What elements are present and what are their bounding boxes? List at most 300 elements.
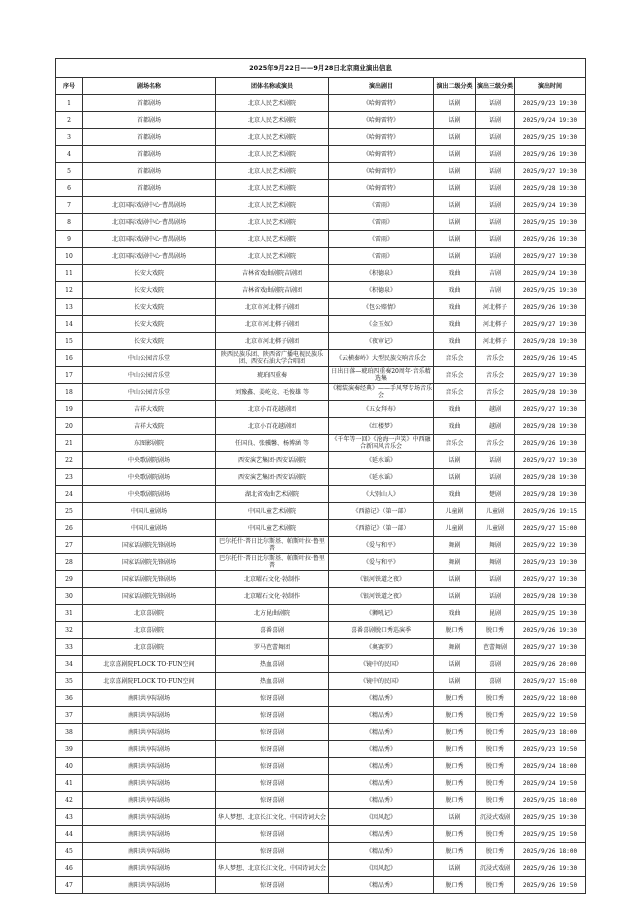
cell-program: 《精品秀》 <box>329 724 434 741</box>
table-row <box>56 129 586 146</box>
cell-no: 4 <box>56 146 83 163</box>
cell-venue: 首都剧场 <box>83 95 216 112</box>
cell-time: 2025/9/27 19:30 <box>515 248 586 265</box>
cell-time: 2025/9/26 19:30 <box>515 299 586 316</box>
cell-cat2: 舞剧 <box>434 639 476 656</box>
cell-cat3: 沉浸式戏剧 <box>476 809 515 826</box>
cell-time: 2025/9/27 19:30 <box>515 316 586 333</box>
cell-time: 2025/9/25 19:30 <box>515 605 586 622</box>
table-row <box>56 554 586 571</box>
cell-cat2: 脱口秀 <box>434 622 476 639</box>
cell-program: 《精装演奏经典》——手风琴专场音乐会 <box>330 385 433 399</box>
cell-venue: 首都剧场 <box>83 146 216 163</box>
cell-venue: 北京喜剧院 <box>83 622 216 639</box>
cell-time: 2025/9/27 15:00 <box>515 673 586 690</box>
cell-troupe: 惊讶喜剧 <box>216 792 329 809</box>
cell-cat3: 吉剧 <box>476 265 515 282</box>
table-row <box>56 95 586 112</box>
table-body <box>56 95 586 894</box>
cell-program: 《哈姆雷特》 <box>329 112 434 129</box>
title-row <box>56 59 586 78</box>
cell-no: 30 <box>56 588 83 605</box>
cell-program: 《哈姆雷特》 <box>329 180 434 197</box>
cell-cat3: 脱口秀 <box>476 690 515 707</box>
cell-troupe: 北京人民艺术剧院 <box>216 95 329 112</box>
cell-cat2: 话剧 <box>434 469 476 486</box>
cell-program: 《哈姆雷特》 <box>329 163 434 180</box>
table-row <box>56 418 586 435</box>
cell-no: 1 <box>56 95 83 112</box>
cell-cat2: 话剧 <box>434 656 476 673</box>
cell-troupe: 北京市河北梆子剧团 <box>216 316 329 333</box>
cell-cat2: 音乐会 <box>434 384 476 401</box>
cell-no: 39 <box>56 741 83 758</box>
cell-troupe: 琥珀四重奏 <box>216 367 329 384</box>
table-row <box>56 673 586 690</box>
cell-no: 40 <box>56 758 83 775</box>
table-row <box>56 826 586 843</box>
cell-cat2: 脱口秀 <box>434 707 476 724</box>
cell-no: 24 <box>56 486 83 503</box>
cell-cat3: 脱口秀 <box>476 724 515 741</box>
cell-cat2: 戏曲 <box>434 486 476 503</box>
cell-time: 2025/9/23 18:00 <box>515 724 586 741</box>
cell-no: 47 <box>56 877 83 894</box>
cell-program: 《延水谣》 <box>329 452 434 469</box>
cell-time: 2025/9/27 15:00 <box>515 520 586 537</box>
cell-no: 13 <box>56 299 83 316</box>
cell-venue: 北京国际戏剧中心·曹禺剧场 <box>83 214 216 231</box>
table-row <box>56 401 586 418</box>
cell-venue: 长安大戏院 <box>83 282 216 299</box>
cell-cat2: 话剧 <box>434 673 476 690</box>
cell-no: 18 <box>56 384 83 401</box>
cell-cat2: 脱口秀 <box>434 877 476 894</box>
cell-no: 5 <box>56 163 83 180</box>
cell-cat3: 越剧 <box>476 418 515 435</box>
cell-cat3: 河北梆子 <box>476 333 515 350</box>
table-row <box>56 707 586 724</box>
cell-time: 2025/9/28 19:30 <box>515 588 586 605</box>
cell-program: 《云横秦岭》大型民族交响音乐会 <box>329 350 434 367</box>
cell-time: 2025/9/25 19:30 <box>515 282 586 299</box>
cell-no: 12 <box>56 282 83 299</box>
cell-no: 25 <box>56 503 83 520</box>
cell-venue: 中山公园音乐堂 <box>83 367 216 384</box>
cell-cat3: 吉剧 <box>476 282 515 299</box>
cell-troupe: 惊讶喜剧 <box>216 724 329 741</box>
table-row <box>56 503 586 520</box>
cell-cat3: 脱口秀 <box>476 792 515 809</box>
cell-cat2: 脱口秀 <box>434 724 476 741</box>
cell-program: 《因风起》 <box>329 809 434 826</box>
cell-cat2: 戏曲 <box>434 333 476 350</box>
cell-venue: 首都剧场 <box>83 163 216 180</box>
cell-cat2: 话剧 <box>434 129 476 146</box>
cell-venue: 长安大戏院 <box>83 333 216 350</box>
cell-venue: 北京国际戏剧中心·曹禺剧场 <box>83 197 216 214</box>
cell-program: 《哈姆雷特》 <box>329 146 434 163</box>
cell-venue: 南阳共享际剧场 <box>83 826 216 843</box>
cell-time: 2025/9/23 19:30 <box>515 95 586 112</box>
cell-no: 3 <box>56 129 83 146</box>
cell-no: 9 <box>56 231 83 248</box>
cell-venue: 首都剧场 <box>83 112 216 129</box>
cell-venue: 北京国际戏剧中心·曹禺剧场 <box>83 231 216 248</box>
cell-cat2: 话剧 <box>434 571 476 588</box>
table-row <box>56 809 586 826</box>
cell-cat3: 脱口秀 <box>476 758 515 775</box>
cell-venue: 北京国际戏剧中心·曹禺剧场 <box>83 248 216 265</box>
cell-venue: 南阳共享际剧场 <box>83 741 216 758</box>
cell-troupe: 陕西民族乐团、陕西省广播电视民族乐团、西安石油大学合唱团 <box>216 350 329 367</box>
cell-cat2: 儿童剧 <box>434 520 476 537</box>
cell-time: 2025/9/25 18:00 <box>515 792 586 809</box>
cell-time: 2025/9/28 19:30 <box>515 486 586 503</box>
table-row <box>56 792 586 809</box>
cell-no: 34 <box>56 656 83 673</box>
cell-troupe: 惊讶喜剧 <box>216 775 329 792</box>
cell-cat2: 戏曲 <box>434 605 476 622</box>
cell-program: 《哈姆雷特》 <box>329 95 434 112</box>
table-row <box>56 690 586 707</box>
table-row <box>56 724 586 741</box>
cell-venue: 南阳共享际剧场 <box>83 758 216 775</box>
cell-venue: 中国儿童剧场 <box>83 503 216 520</box>
cell-venue: 南阳共享际剧场 <box>83 724 216 741</box>
table-row <box>56 316 586 333</box>
cell-no: 42 <box>56 792 83 809</box>
cell-cat3: 话剧 <box>476 163 515 180</box>
cell-venue: 北京喜剧院FLOCK TO·FUN空间 <box>83 673 216 690</box>
cell-cat2: 脱口秀 <box>434 690 476 707</box>
table-row <box>56 282 586 299</box>
cell-cat3: 话剧 <box>476 452 515 469</box>
header-program: 演出剧目 <box>329 78 434 95</box>
cell-time: 2025/9/27 19:30 <box>515 639 586 656</box>
cell-cat3: 河北梆子 <box>476 316 515 333</box>
cell-program: 《延水谣》 <box>329 469 434 486</box>
cell-cat3: 沉浸式戏剧 <box>476 860 515 877</box>
cell-program: 《精品秀》 <box>329 690 434 707</box>
cell-venue: 中央歌剧院剧场 <box>83 486 216 503</box>
cell-cat2: 话剧 <box>434 146 476 163</box>
table-row <box>56 486 586 503</box>
cell-troupe: 北京人民艺术剧院 <box>216 163 329 180</box>
table-row <box>56 146 586 163</box>
table-row <box>56 843 586 860</box>
cell-time: 2025/9/24 19:30 <box>515 197 586 214</box>
cell-program: 《银河铁道之夜》 <box>329 571 434 588</box>
cell-no: 35 <box>56 673 83 690</box>
cell-time: 2025/9/25 19:30 <box>515 214 586 231</box>
cell-venue: 南阳共享际剧场 <box>83 775 216 792</box>
cell-venue: 中国儿童剧场 <box>83 520 216 537</box>
cell-troupe: 北京人民艺术剧院 <box>216 180 329 197</box>
cell-troupe: 湖北省戏曲艺术剧院 <box>216 486 329 503</box>
cell-program: 《积德泉》 <box>329 265 434 282</box>
cell-cat3: 音乐会 <box>476 367 515 384</box>
cell-cat2: 话剧 <box>434 452 476 469</box>
cell-cat3: 话剧 <box>476 197 515 214</box>
cell-cat3: 脱口秀 <box>476 741 515 758</box>
cell-cat2: 舞剧 <box>434 554 476 571</box>
cell-troupe: 北京人民艺术剧院 <box>216 197 329 214</box>
cell-time: 2025/9/24 19:30 <box>515 112 586 129</box>
table-row <box>56 350 586 367</box>
cell-no: 11 <box>56 265 83 282</box>
cell-no: 31 <box>56 605 83 622</box>
cell-no: 2 <box>56 112 83 129</box>
table-row <box>56 537 586 554</box>
cell-venue: 长安大戏院 <box>83 299 216 316</box>
cell-program: 《哈姆雷特》 <box>329 129 434 146</box>
cell-no: 33 <box>56 639 83 656</box>
cell-troupe: 惊讶喜剧 <box>216 741 329 758</box>
table-row <box>56 469 586 486</box>
cell-venue: 首都剧场 <box>83 129 216 146</box>
cell-time: 2025/9/28 19:30 <box>515 469 586 486</box>
cell-time: 2025/9/28 19:30 <box>515 333 586 350</box>
cell-cat3: 脱口秀 <box>476 877 515 894</box>
cell-cat2: 音乐会 <box>434 350 476 367</box>
cell-cat3: 舞剧 <box>476 537 515 554</box>
cell-program: 《雷雨》 <box>329 248 434 265</box>
cell-venue: 国家话剧院先锋剧场 <box>83 588 216 605</box>
cell-time: 2025/9/22 19:50 <box>515 707 586 724</box>
cell-time: 2025/9/23 19:50 <box>515 741 586 758</box>
cell-troupe: 北京人民艺术剧院 <box>216 231 329 248</box>
cell-no: 14 <box>56 316 83 333</box>
cell-no: 16 <box>56 350 83 367</box>
cell-troupe: 北京曜石文化·勃制作 <box>216 588 329 605</box>
header-no: 序号 <box>56 78 83 95</box>
cell-no: 21 <box>56 435 83 452</box>
table-row <box>56 231 586 248</box>
cell-no: 23 <box>56 469 83 486</box>
cell-cat3: 喜剧 <box>476 656 515 673</box>
cell-cat2: 音乐会 <box>434 367 476 384</box>
table-row <box>56 384 586 401</box>
table-row <box>56 571 586 588</box>
cell-program: 《金玉奴》 <box>329 316 434 333</box>
cell-troupe: 吉林省戏曲剧院吉剧团 <box>216 282 329 299</box>
cell-troupe: 华人梦想、北京长江文化、中国诗词大会 <box>216 809 329 826</box>
table-row <box>56 248 586 265</box>
cell-cat3: 脱口秀 <box>476 826 515 843</box>
cell-cat3: 话剧 <box>476 180 515 197</box>
cell-program: 《精品秀》 <box>329 758 434 775</box>
cell-program: 《精品秀》 <box>329 792 434 809</box>
cell-cat2: 话剧 <box>434 809 476 826</box>
cell-venue: 北京喜剧院FLOCK TO·FUN空间 <box>83 656 216 673</box>
cell-cat3: 话剧 <box>476 146 515 163</box>
table-row <box>56 180 586 197</box>
cell-cat3: 话剧 <box>476 231 515 248</box>
table-row <box>56 265 586 282</box>
table-row <box>56 333 586 350</box>
cell-cat3: 脱口秀 <box>476 707 515 724</box>
cell-program: 《爱与和平》 <box>329 554 434 571</box>
table-row <box>56 588 586 605</box>
header-time: 演出时间 <box>515 78 586 95</box>
table-row <box>56 877 586 894</box>
cell-program: 《大别山人》 <box>329 486 434 503</box>
cell-no: 20 <box>56 418 83 435</box>
cell-troupe: 喜番喜剧 <box>216 622 329 639</box>
cell-time: 2025/9/27 19:30 <box>515 163 586 180</box>
table-row <box>56 112 586 129</box>
cell-time: 2025/9/28 19:30 <box>515 384 586 401</box>
cell-time: 2025/9/26 19:30 <box>515 860 586 877</box>
cell-program: 《精品秀》 <box>329 826 434 843</box>
cell-cat3: 话剧 <box>476 469 515 486</box>
cell-program: 《狮吼记》 <box>329 605 434 622</box>
cell-troupe: 中国儿童艺术剧院 <box>216 503 329 520</box>
cell-program: 《精品秀》 <box>329 877 434 894</box>
cell-troupe: 任国良、张骥馨、杨博涵 等 <box>216 435 329 452</box>
cell-venue: 中山公园音乐堂 <box>83 350 216 367</box>
cell-no: 32 <box>56 622 83 639</box>
table-row <box>56 775 586 792</box>
cell-program: 《红楼梦》 <box>329 418 434 435</box>
cell-no: 28 <box>56 554 83 571</box>
cell-cat3: 昆剧 <box>476 605 515 622</box>
cell-time: 2025/9/26 19:45 <box>515 350 586 367</box>
cell-venue: 南阳共享际剧场 <box>83 792 216 809</box>
cell-time: 2025/9/23 19:30 <box>515 554 586 571</box>
table-row <box>56 622 586 639</box>
cell-cat2: 话剧 <box>434 197 476 214</box>
cell-program: 《西游记》（第一部） <box>329 503 434 520</box>
cell-time: 2025/9/26 20:00 <box>515 656 586 673</box>
cell-no: 43 <box>56 809 83 826</box>
cell-cat3: 越剧 <box>476 401 515 418</box>
table-row <box>56 639 586 656</box>
cell-troupe: 北京人民艺术剧院 <box>216 248 329 265</box>
cell-cat3: 话剧 <box>476 571 515 588</box>
cell-troupe: 巴尔托什·普日比尔斯基、帕斯叶拉·鲁里普 <box>216 537 329 554</box>
cell-time: 2025/9/27 19:30 <box>515 571 586 588</box>
cell-venue: 中央歌剧院剧场 <box>83 469 216 486</box>
header-category-2: 演出二级分类 <box>434 78 476 95</box>
cell-troupe: 北京小百花越剧团 <box>216 401 329 418</box>
cell-cat3: 舞剧 <box>476 554 515 571</box>
cell-time: 2025/9/27 19:30 <box>515 367 586 384</box>
cell-cat2: 话剧 <box>434 112 476 129</box>
table-row <box>56 163 586 180</box>
cell-troupe: 北京市河北梆子剧团 <box>216 333 329 350</box>
cell-cat3: 音乐会 <box>476 435 515 452</box>
table-row <box>56 452 586 469</box>
cell-program: 《雷雨》 <box>329 197 434 214</box>
cell-time: 2025/9/27 19:30 <box>515 452 586 469</box>
cell-cat3: 话剧 <box>476 129 515 146</box>
cell-venue: 南阳共享际剧场 <box>83 809 216 826</box>
cell-venue: 长安大戏院 <box>83 265 216 282</box>
cell-no: 7 <box>56 197 83 214</box>
header-troupe: 团体名称或演员 <box>216 78 329 95</box>
table-row <box>56 520 586 537</box>
table-row <box>56 656 586 673</box>
cell-troupe: 惊讶喜剧 <box>216 843 329 860</box>
cell-time: 2025/9/26 19:30 <box>515 435 586 452</box>
cell-troupe: 吉林省戏曲剧院吉剧团 <box>216 265 329 282</box>
cell-no: 6 <box>56 180 83 197</box>
cell-cat2: 话剧 <box>434 214 476 231</box>
cell-venue: 南阳共享际剧场 <box>83 877 216 894</box>
table-row <box>56 605 586 622</box>
cell-cat3: 楚剧 <box>476 486 515 503</box>
cell-venue: 吉祥大戏院 <box>83 401 216 418</box>
cell-venue: 国家话剧院先锋剧场 <box>83 537 216 554</box>
table-row <box>56 299 586 316</box>
cell-cat2: 戏曲 <box>434 265 476 282</box>
cell-cat2: 脱口秀 <box>434 792 476 809</box>
cell-cat3: 音乐会 <box>476 350 515 367</box>
cell-troupe: 北京人民艺术剧院 <box>216 112 329 129</box>
cell-troupe: 北京人民艺术剧院 <box>216 214 329 231</box>
cell-time: 2025/9/22 19:30 <box>515 537 586 554</box>
cell-time: 2025/9/22 18:00 <box>515 690 586 707</box>
cell-cat3: 话剧 <box>476 112 515 129</box>
cell-cat2: 戏曲 <box>434 401 476 418</box>
cell-cat2: 脱口秀 <box>434 775 476 792</box>
cell-troupe: 中国儿童艺术剧院 <box>216 520 329 537</box>
cell-no: 19 <box>56 401 83 418</box>
cell-venue: 长安大戏院 <box>83 316 216 333</box>
cell-no: 38 <box>56 724 83 741</box>
cell-troupe: 罗马芭蕾舞团 <box>216 639 329 656</box>
cell-troupe: 北京人民艺术剧院 <box>216 129 329 146</box>
cell-no: 15 <box>56 333 83 350</box>
cell-cat2: 脱口秀 <box>434 826 476 843</box>
header-row <box>56 78 586 95</box>
cell-time: 2025/9/28 19:30 <box>515 180 586 197</box>
cell-cat2: 戏曲 <box>434 299 476 316</box>
cell-cat3: 话剧 <box>476 588 515 605</box>
cell-venue: 北京喜剧院 <box>83 605 216 622</box>
cell-cat2: 话剧 <box>434 588 476 605</box>
cell-cat2: 话剧 <box>434 163 476 180</box>
cell-no: 8 <box>56 214 83 231</box>
cell-program: 《因风起》 <box>329 860 434 877</box>
cell-troupe: 北京曜石文化·勃制作 <box>216 571 329 588</box>
cell-venue: 南阳共享际剧场 <box>83 843 216 860</box>
cell-troupe: 北京市河北梆子剧团 <box>216 299 329 316</box>
cell-cat2: 脱口秀 <box>434 843 476 860</box>
cell-program: 《包公赔情》 <box>329 299 434 316</box>
cell-program: 《千年等一回》《沧海一声笑》中西融合新国风音乐会 <box>329 435 434 452</box>
performance-schedule <box>55 58 585 894</box>
cell-no: 27 <box>56 537 83 554</box>
table-row <box>56 367 586 384</box>
cell-venue: 中山公园音乐堂 <box>83 384 216 401</box>
cell-time: 2025/9/27 19:30 <box>515 401 586 418</box>
header-category-3: 演出三级分类 <box>476 78 515 95</box>
cell-cat2: 话剧 <box>434 95 476 112</box>
cell-program: 《西游记》（第一部） <box>329 520 434 537</box>
cell-program: 《精品秀》 <box>329 741 434 758</box>
cell-venue: 南阳共享际剧场 <box>83 707 216 724</box>
cell-venue: 吉祥大戏院 <box>83 418 216 435</box>
cell-program: 《爱与和平》 <box>329 537 434 554</box>
cell-cat3: 话剧 <box>476 214 515 231</box>
cell-troupe: 北方昆曲剧院 <box>216 605 329 622</box>
cell-program: 《银河铁道之夜》 <box>329 588 434 605</box>
cell-cat2: 脱口秀 <box>434 741 476 758</box>
cell-time: 2025/9/24 19:30 <box>515 265 586 282</box>
